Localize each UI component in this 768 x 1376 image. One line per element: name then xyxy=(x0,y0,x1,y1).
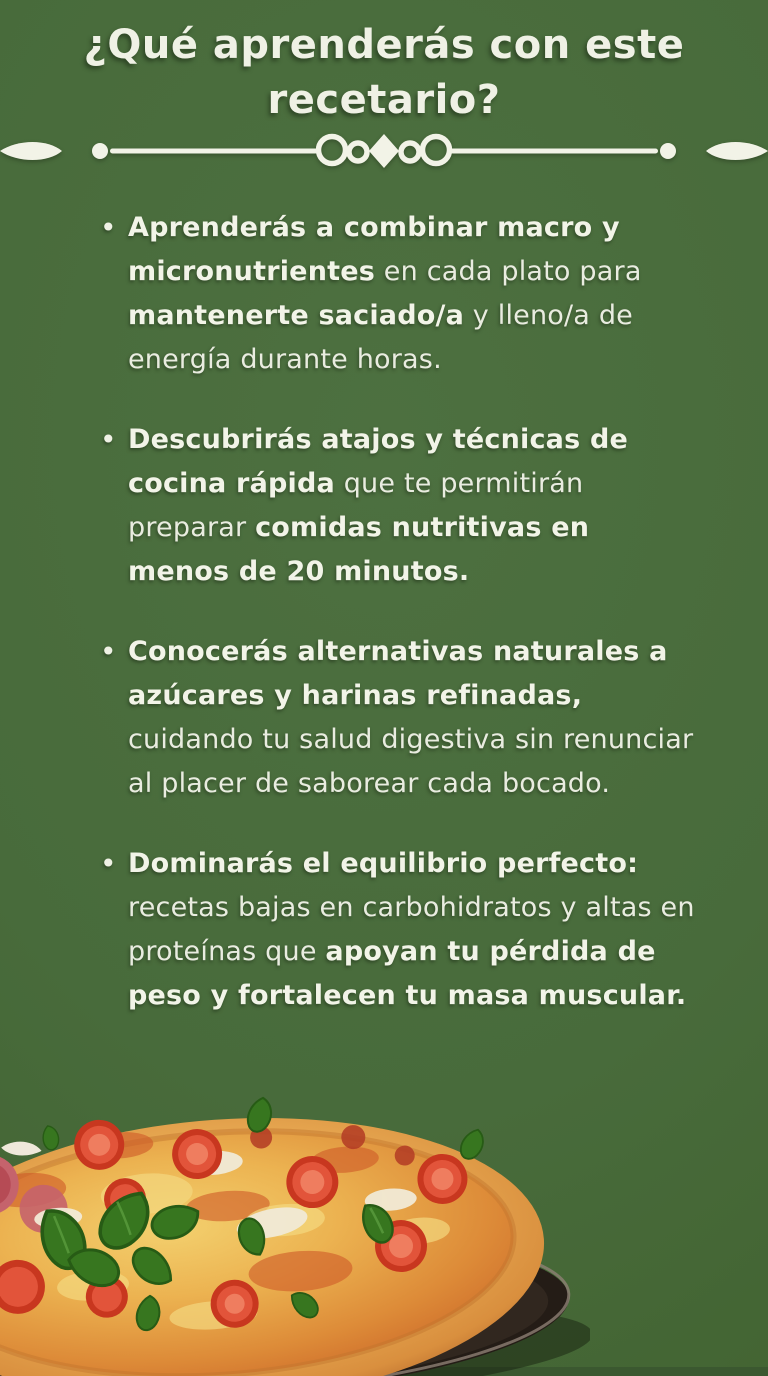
bullet-item xyxy=(100,842,700,1018)
page-title: ¿Qué aprenderás con este recetario? xyxy=(83,22,685,123)
bullet-text-bold: Descubrirás atajos y técnicas de cocina rápida xyxy=(128,424,628,499)
bullet-text-bold: Dominarás el equilibrio perfecto: xyxy=(128,848,639,879)
bullet-item xyxy=(100,630,700,806)
bullet-item xyxy=(100,206,700,382)
bullet-item xyxy=(100,418,700,594)
bullet-text: cuidando tu salud digestiva sin renunciar al placer de saborear cada bocado. xyxy=(128,724,694,799)
bullet-text-bold: apoyan tu pérdida de peso y fortalecen tu masa muscular. xyxy=(128,936,687,1011)
rope-knot-divider-icon xyxy=(0,128,768,174)
ornamental-divider xyxy=(0,128,768,174)
bullet-text-bold: Conocerás alternativas naturales a azúcares y harinas refinadas, xyxy=(128,636,668,711)
bullet-text-bold: Aprenderás a combinar macro y micronutrientes xyxy=(128,212,620,287)
bullet-text: recetas bajas en carbohidratos y altas en proteínas que xyxy=(128,892,695,967)
benefits-list xyxy=(100,206,700,1054)
bullet-text: y lleno/a de energía durante horas. xyxy=(128,300,633,375)
bullet-text: en cada plato para xyxy=(375,256,642,287)
bullet-text-bold: mantenerte saciado/a xyxy=(128,300,464,331)
bullet-text: que te permitirán preparar xyxy=(128,468,584,543)
bullet-text-bold: comidas nutritivas en menos de 20 minutos. xyxy=(128,512,590,587)
pizza-image xyxy=(0,1076,590,1376)
margherita-pizza-photo xyxy=(0,1076,590,1376)
